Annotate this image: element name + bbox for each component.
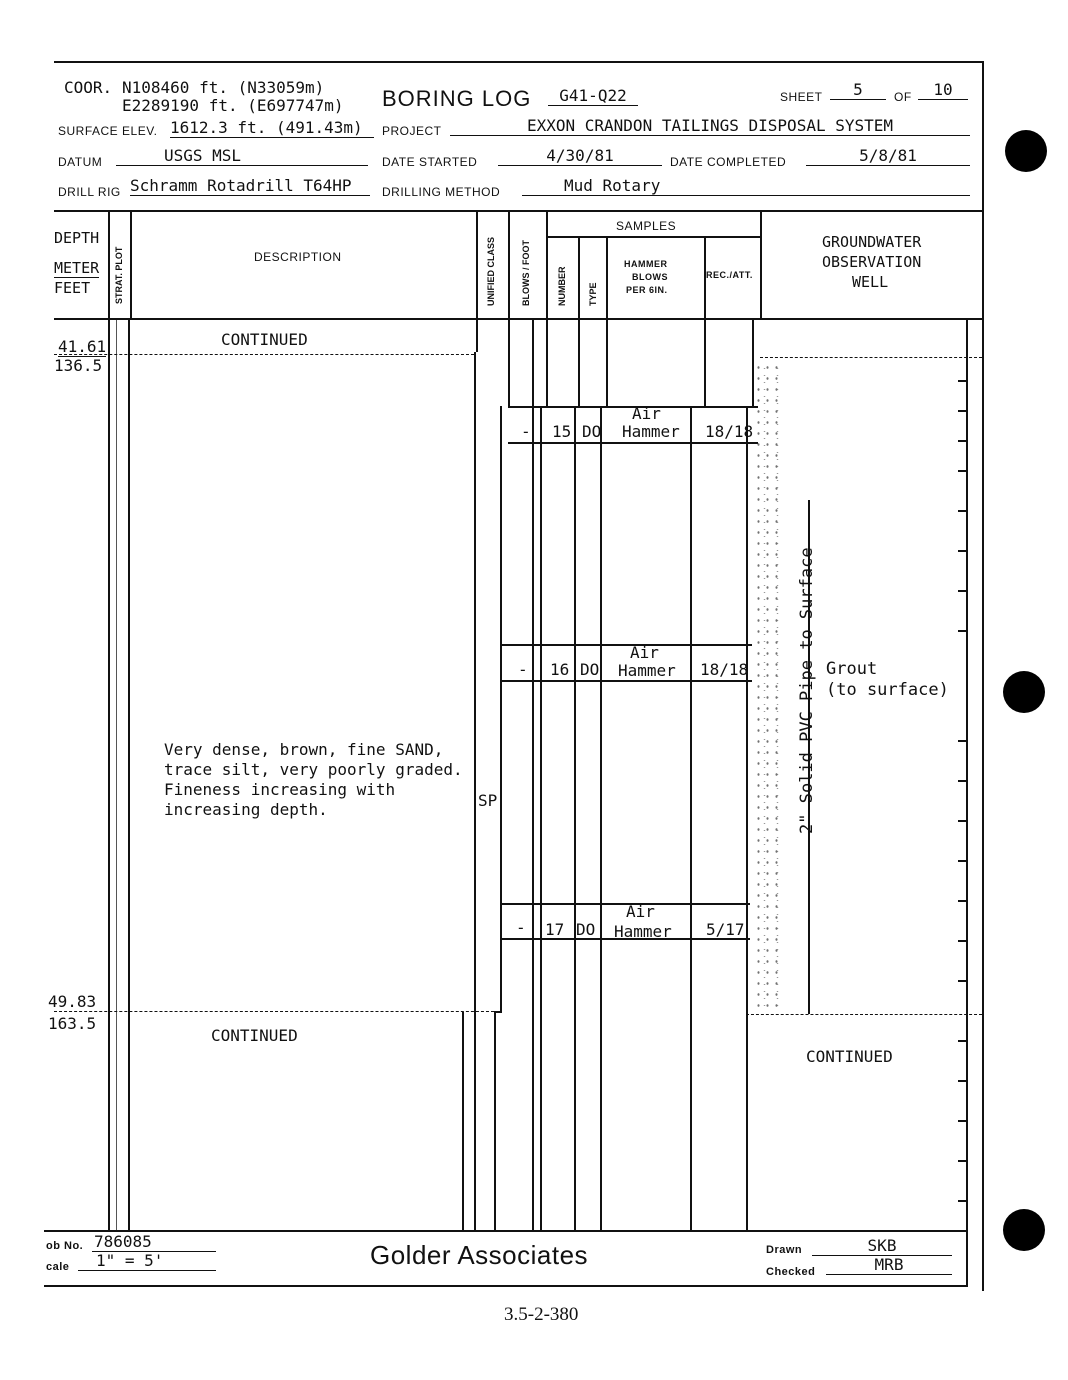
drill-rig-label: DRILL RIG [58, 185, 121, 199]
depth-bottom-feet: 163.5 [48, 1014, 97, 1033]
checked-label: Checked [766, 1266, 816, 1278]
surface-elev: 1612.3 ft. (491.43m) [170, 118, 374, 138]
punch-hole-bottom [1003, 1209, 1045, 1251]
sample-number: 16 [550, 660, 570, 679]
pvc-pipe-label: 2" Solid PVC Pipe to Surface [797, 547, 817, 834]
job-no-label: ob No. [46, 1240, 84, 1252]
sample-type: DO [582, 422, 602, 441]
col-type: TYPE [588, 282, 598, 306]
date-started: 4/30/81 [498, 146, 662, 166]
checked-by: MRB [826, 1255, 952, 1275]
coor-north: N108460 ft. (N33059m) [122, 78, 325, 97]
col-hammer-1: HAMMER [624, 259, 668, 269]
company-name: Golder Associates [370, 1240, 589, 1270]
boring-id: G41-Q22 [548, 86, 638, 106]
col-meter: METER [54, 259, 100, 277]
date-completed: 5/8/81 [806, 146, 970, 166]
col-well-2: OBSERVATION [822, 253, 922, 271]
punch-hole-middle [1003, 671, 1045, 713]
date-completed-label: DATE COMPLETED [670, 155, 787, 169]
col-unified-class: UNIFIED CLASS [486, 236, 496, 306]
datum-label: DATUM [58, 155, 103, 169]
sample-hammer-1: Air [630, 643, 659, 662]
sample-type: DO [576, 920, 596, 939]
sample-hammer-2: Hammer [622, 422, 680, 441]
col-hammer-3: PER 6IN. [626, 285, 668, 295]
sheet-total: 10 [918, 80, 968, 100]
date-started-label: DATE STARTED [382, 155, 478, 169]
sample-number: 17 [545, 920, 565, 939]
col-description: DESCRIPTION [254, 250, 342, 264]
col-number: NUMBER [557, 266, 567, 306]
sample-hammer-2: Hammer [614, 922, 672, 941]
sample-hammer-1: Air [626, 902, 655, 921]
continued-top: CONTINUED [221, 330, 308, 349]
sample-blows: - [518, 660, 528, 679]
col-well-1: GROUNDWATER [822, 233, 922, 251]
soil-description [164, 740, 463, 820]
grout-label-1: Grout [826, 659, 878, 679]
drill-rig: Schramm Rotadrill T64HP [130, 176, 370, 196]
col-feet: FEET [54, 279, 91, 297]
scale-label: cale [46, 1261, 70, 1273]
col-samples: SAMPLES [616, 219, 677, 233]
description-line: Very dense, brown, fine SAND, [164, 740, 444, 759]
sample-rec: 18/18 [700, 660, 749, 679]
project-label: PROJECT [382, 124, 442, 138]
drilling-method-label: DRILLING METHOD [382, 185, 501, 199]
surface-elev-label: SURFACE ELEV. [58, 124, 158, 138]
continued-bottom: CONTINUED [211, 1026, 298, 1045]
depth-bottom-meter: 49.83 [48, 992, 97, 1011]
col-hammer-2: BLOWS [632, 272, 668, 282]
job-no: 786085 [92, 1232, 216, 1252]
form-title: BORING LOG [382, 86, 532, 111]
sample-hammer-1: Air [632, 404, 661, 423]
col-well-3: WELL [852, 273, 889, 291]
description-line: Fineness increasing with [164, 780, 396, 799]
sample-blows: - [521, 422, 531, 441]
description-line: increasing depth. [164, 800, 328, 819]
datum: USGS MSL [116, 146, 368, 166]
sheet-label: SHEET [780, 90, 823, 104]
drawn-by: SKB [812, 1236, 952, 1256]
col-rec-att: REC./ATT. [706, 270, 753, 280]
depth-top-feet: 136.5 [54, 356, 103, 375]
drawn-label: Drawn [766, 1244, 803, 1256]
col-blows-foot: BLOWS / FOOT [521, 240, 531, 306]
col-strat-plot: STRAT. PLOT [114, 246, 124, 304]
sample-rec: 18/18 [705, 422, 754, 441]
continued-well: CONTINUED [806, 1047, 893, 1066]
sample-hammer-2: Hammer [618, 661, 676, 680]
project: EXXON CRANDON TAILINGS DISPOSAL SYSTEM [450, 116, 970, 136]
sheet-number: 5 [830, 80, 886, 100]
grout-label-2: (to surface) [826, 680, 949, 700]
sample-type: DO [580, 660, 600, 679]
unified-class-value: SP [478, 791, 498, 810]
coor-label: COOR. [64, 78, 113, 97]
of-label: OF [894, 90, 912, 104]
punch-hole-top [1005, 130, 1047, 172]
page-reference: 3.5-2-380 [504, 1304, 579, 1325]
col-depth: DEPTH [54, 229, 100, 247]
coor-east: E2289190 ft. (E697747m) [122, 96, 344, 115]
drilling-method: Mud Rotary [522, 176, 970, 196]
sample-blows: - [516, 918, 526, 937]
sample-number: 15 [552, 422, 572, 441]
depth-top-meter: 41.61 [58, 337, 107, 356]
sample-rec: 5/17 [706, 920, 745, 939]
scale: 1" = 5' [78, 1251, 216, 1271]
description-line: trace silt, very poorly graded. [164, 760, 463, 779]
grout-fill [754, 362, 784, 1008]
